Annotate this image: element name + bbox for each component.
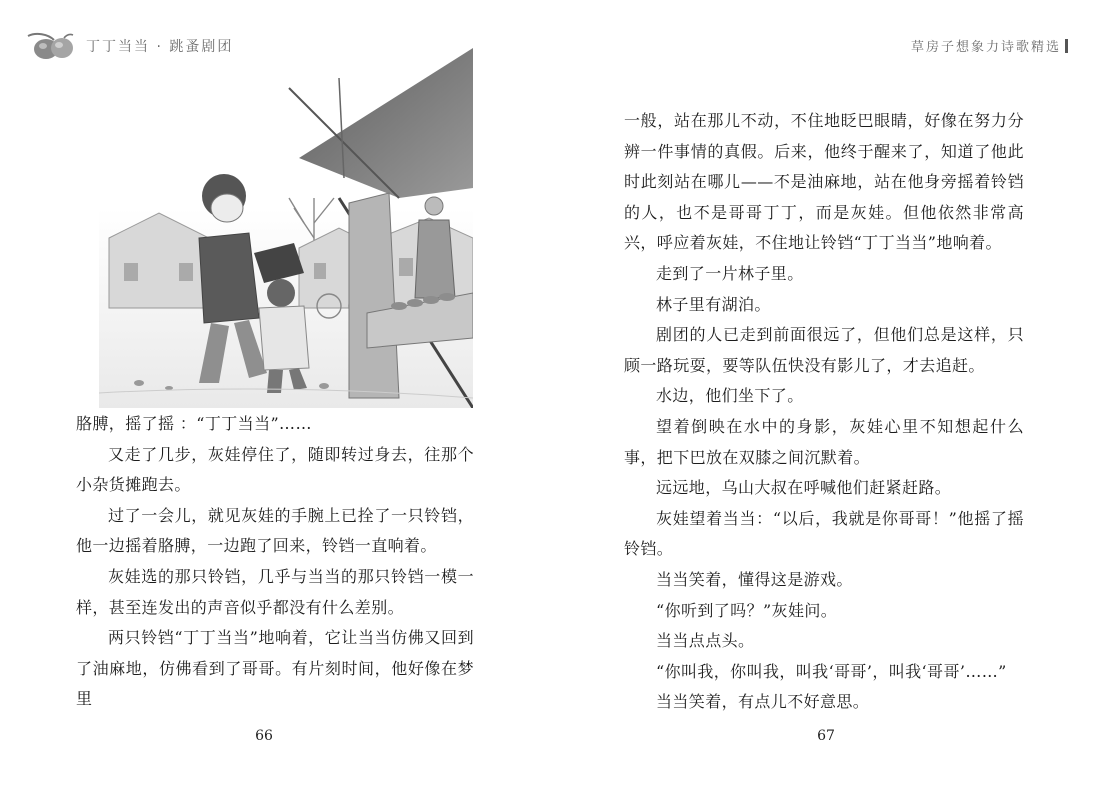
right-paragraph-13: 当当笑着，有点儿不好意思。 bbox=[656, 692, 870, 712]
left-paragraph-2: 又走了几步，灰娃停住了，随即转过身去，往那个小杂货摊跑去。 bbox=[76, 444, 474, 495]
right-paragraph-4: 剧团的人已走到前面很远了，但他们总是这样，只顾一路玩耍，要等队伍快没有影儿了，才去追赶。 bbox=[624, 325, 1024, 375]
right-paragraph-8: 灰娃望着当当：“以后，我就是你哥哥！”他摇了摇铃铛。 bbox=[624, 508, 1024, 559]
page-number-right: 67 bbox=[817, 728, 835, 744]
right-paragraph-6: 望着倒映在水中的身影，灰娃心里不知想起什么事，把下巴放在双膝之间沉默着。 bbox=[624, 416, 1024, 467]
series-title: 丁丁当当 · 跳蚤剧团 bbox=[86, 39, 234, 55]
right-paragraph-9: 当当笑着，懂得这是游戏。 bbox=[656, 569, 853, 589]
header-bar-mark bbox=[1065, 39, 1068, 53]
left-page-body bbox=[76, 409, 474, 715]
right-paragraph-7: 远远地，乌山大叔在呼喊他们赶紧赶路。 bbox=[656, 478, 952, 498]
right-paragraph-3: 林子里有湖泊。 bbox=[656, 294, 771, 314]
right-running-header bbox=[911, 36, 1068, 55]
right-paragraph-12: “你叫我，你叫我，叫我‘哥哥’，叫我‘哥哥’……” bbox=[656, 661, 1007, 681]
left-paragraph-1: 胳膊，摇了摇 ：“丁丁当当”…… bbox=[76, 414, 312, 433]
right-paragraph-1: 一般，站在那儿不动，不住地眨巴眼睛，好像在努力分辨一件事情的真假。后来，他终于醒来了，知道了他此时此刻站在哪儿——不是油麻地，站在他身旁摇着铃铛的人，也不是哥哥丁丁，而是灰娃。但他依然非常高兴，呼应着灰娃，不住地让铃铛“丁丁当当”地响着。 bbox=[624, 111, 1024, 253]
left-paragraph-4: 灰娃选的那只铃铛，几乎与当当的那只铃铛一模一样，甚至连发出的声音似乎都没有什么差别。 bbox=[76, 566, 474, 617]
right-paragraph-11: 当当点点头。 bbox=[656, 631, 755, 651]
right-paragraph-5: 水边，他们坐下了。 bbox=[656, 386, 804, 406]
right-paragraph-10: “你听到了吗？”灰娃问。 bbox=[656, 600, 838, 620]
left-paragraph-3: 过了一会儿，就见灰娃的手腕上已拴了一只铃铛，他一边摇着胳膊，一边跑了回来，铃铛一直响着。 bbox=[76, 505, 474, 556]
book-title: 草房子想象力诗歌精选 bbox=[910, 40, 1061, 55]
left-paragraph-5: 两只铃铛“丁丁当当”地响着，它让当当仿佛又回到了油麻地，仿佛看到了哥哥。有片刻时间，他好像在梦里 bbox=[76, 628, 474, 709]
boy-and-child-at-market-stall-illustration bbox=[99, 48, 473, 408]
right-page-body bbox=[624, 106, 1024, 718]
page-number-left: 66 bbox=[255, 728, 273, 744]
gourd-logo-icon bbox=[26, 30, 82, 62]
right-paragraph-2: 走到了一片林子里。 bbox=[656, 263, 804, 283]
